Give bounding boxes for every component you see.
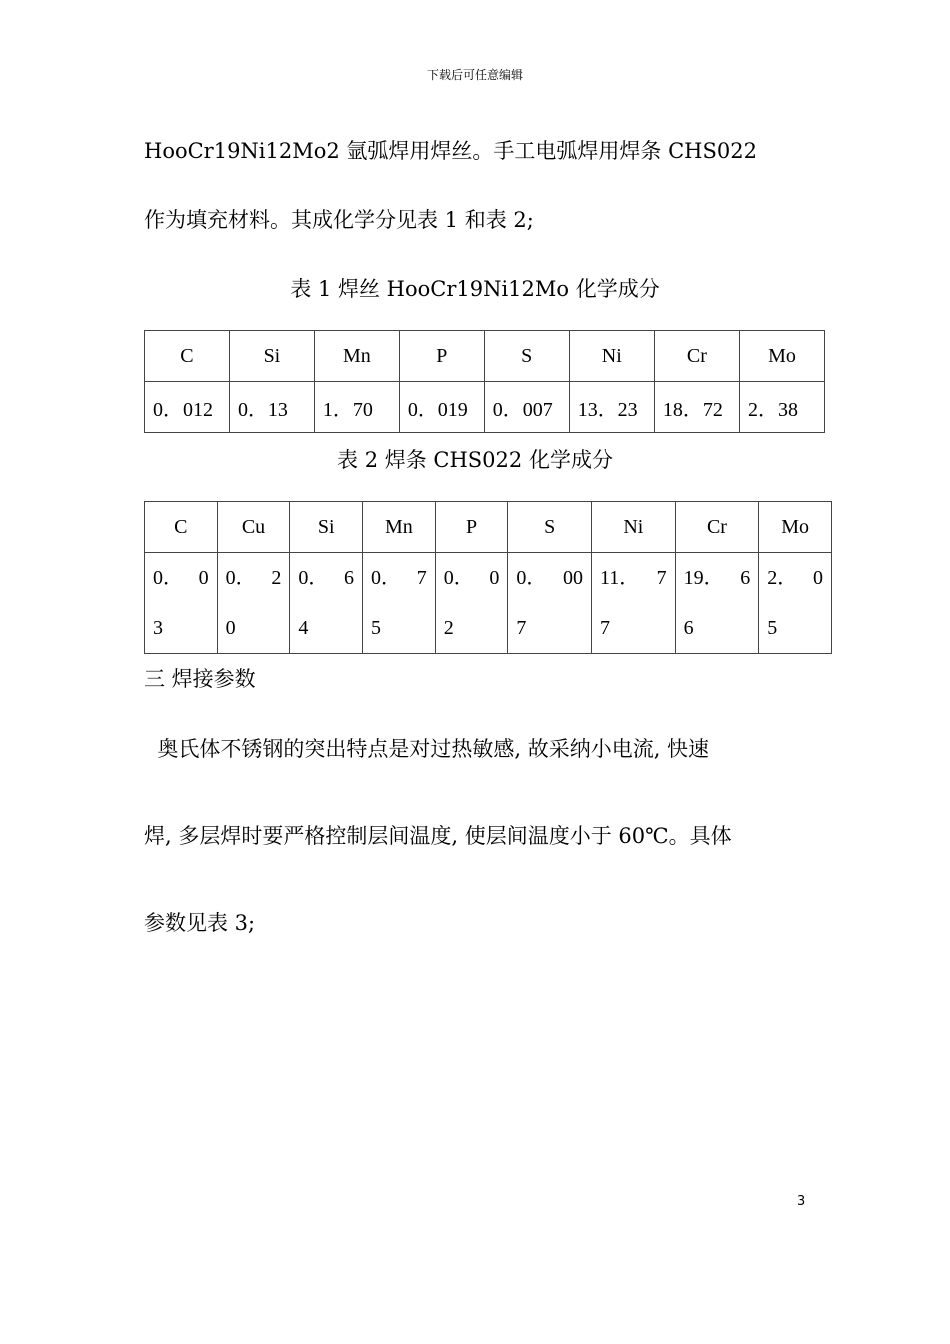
table2-header-cell: Si: [290, 502, 363, 553]
value-part-b: 7: [416, 567, 427, 589]
table2-value-cell: [217, 553, 290, 654]
value-part-c: 5: [371, 617, 382, 639]
value-part-c: 4: [298, 617, 309, 639]
intro-line-2: 作为填充材料。其成化学分见表 1 和表 2;: [144, 208, 534, 232]
table1-header-cell: Cr: [654, 331, 739, 382]
table2-header-cell: P: [435, 502, 508, 553]
table2-value-cell: [290, 553, 363, 654]
table2-header-row: [145, 502, 832, 553]
table1-header-cell: Mo: [740, 331, 825, 382]
value-part-b: 0: [198, 567, 209, 589]
table2-value-cell: [145, 553, 218, 654]
table1-value-cell: 0．007: [484, 382, 569, 433]
table1-header-cell: Mn: [314, 331, 399, 382]
table1-header-cell: Ni: [569, 331, 654, 382]
section-heading: 三 焊接参数: [144, 667, 256, 691]
table2-header-cell: C: [145, 502, 218, 553]
table2-value-cell: [592, 553, 676, 654]
section-line-1: 奥氏体不锈钢的突出特点是对过热敏感, 故采纳小电流, 快速: [144, 737, 710, 761]
table2-value-cell: [759, 553, 832, 654]
table2-value-row: [145, 553, 832, 654]
value-part-c: 7: [516, 617, 527, 639]
table1-value-cell: 1．70: [314, 382, 399, 433]
table1-header-row: [145, 331, 825, 382]
page-number: 3: [797, 1194, 806, 1209]
table1-header-cell: P: [399, 331, 484, 382]
table1-header-cell: S: [484, 331, 569, 382]
header-note: 下载后可任意编辑: [426, 68, 523, 82]
table1-caption: 表 1 焊丝 HooCr19Ni12Mo 化学成分: [290, 277, 660, 301]
value-part-c: 2: [443, 617, 454, 639]
table1-value-cell: 2．38: [740, 382, 825, 433]
section-line-3: 参数见表 3;: [144, 911, 256, 935]
value-part-a: 0．: [298, 567, 329, 589]
value-part-a: 0．: [371, 567, 402, 589]
table1-header-cell: Si: [229, 331, 314, 382]
table1-value-cell: 0．012: [145, 382, 230, 433]
value-part-b: 00: [563, 567, 583, 589]
value-part-a: 0．: [225, 567, 256, 589]
value-part-c: 6: [683, 617, 694, 639]
value-part-a: 19．: [683, 567, 724, 589]
table1-header-cell: C: [145, 331, 230, 382]
table2-value-cell: [435, 553, 508, 654]
intro-line-1: HooCr19Ni12Mo2 氩弧焊用焊丝。手工电弧焊用焊条 CHS022: [144, 139, 757, 163]
table1-value-cell: 13．23: [569, 382, 654, 433]
table2-header-cell: Cu: [217, 502, 290, 553]
table2-value-cell: [508, 553, 592, 654]
value-part-a: 0．: [153, 567, 183, 589]
value-part-c: 3: [153, 617, 163, 639]
value-part-b: 0: [813, 567, 823, 589]
table1: [144, 330, 825, 433]
value-part-c: 7: [600, 617, 610, 639]
value-part-a: 11．: [600, 567, 640, 589]
table2-header-cell: Mo: [759, 502, 832, 553]
value-part-a: 0．: [443, 567, 474, 589]
value-part-b: 6: [740, 567, 751, 589]
table1-value-cell: 0．019: [399, 382, 484, 433]
table2-header-cell: Cr: [675, 502, 759, 553]
table2-header-cell: Ni: [592, 502, 676, 553]
table1-value-cell: 18．72: [654, 382, 739, 433]
table2-header-cell: S: [508, 502, 592, 553]
value-part-b: 6: [344, 567, 355, 589]
value-part-a: 0．: [516, 567, 547, 589]
value-part-b: 2: [271, 567, 282, 589]
table2: [144, 501, 832, 654]
table1-value-row: [145, 382, 825, 433]
table2-header-cell: Mn: [363, 502, 436, 553]
section-line-2: 焊, 多层焊时要严格控制层间温度, 使层间温度小于 60℃。具体: [144, 824, 732, 848]
table2-caption: 表 2 焊条 CHS022 化学成分: [337, 448, 613, 472]
value-part-b: 7: [656, 567, 667, 589]
value-part-c: 0: [225, 617, 236, 639]
table2-value-cell: [363, 553, 436, 654]
table1-value-cell: 0．13: [229, 382, 314, 433]
value-part-b: 0: [489, 567, 500, 589]
value-part-a: 2．: [767, 567, 798, 589]
table2-value-cell: [675, 553, 759, 654]
value-part-c: 5: [767, 617, 778, 639]
